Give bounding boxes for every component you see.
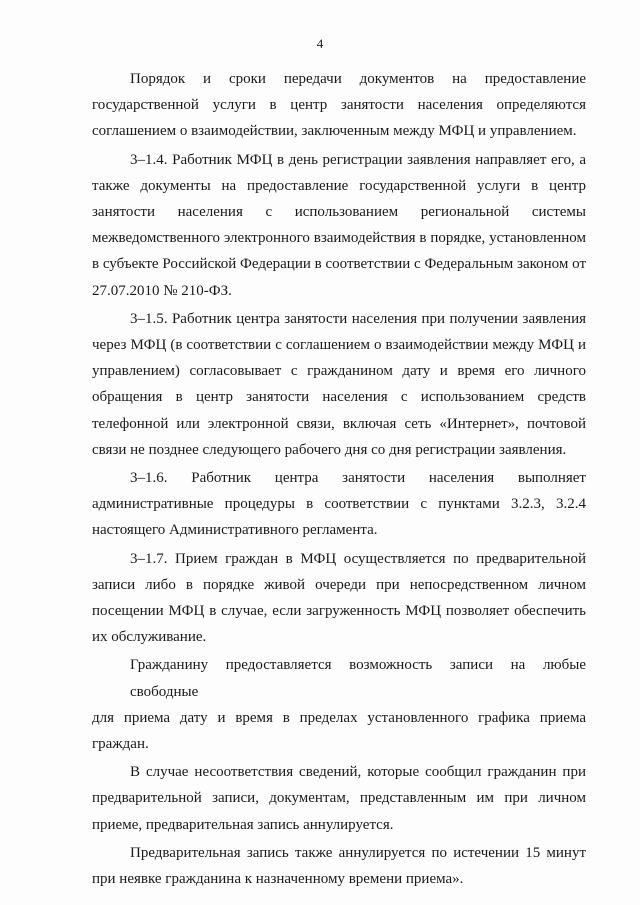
paragraph-line: 3–1.6. Работник центра занятости населения выполняет bbox=[130, 470, 586, 487]
paragraph-line: при неявке гражданина к назначенному времени приема». bbox=[92, 871, 464, 888]
paragraph-line: соглашением о взаимодействии, заключенным между МФЦ и управлением. bbox=[92, 123, 577, 140]
paragraph-line: государственной услуги в центр занятости населения определяются bbox=[92, 97, 586, 114]
paragraph bbox=[92, 840, 586, 892]
paragraph-line: управлением) согласовывает с гражданином дату и время его личного bbox=[92, 363, 586, 380]
paragraph-line: обращения в центр занятости населения с использованием средств bbox=[92, 389, 586, 406]
paragraph-line: 3–1.7. Прием граждан в МФЦ осуществляется по предварительной bbox=[130, 550, 586, 567]
paragraph-line: приеме, предварительная запись аннулируется. bbox=[92, 816, 394, 833]
paragraph-line: для приема дату и время в пределах установленного графика приема bbox=[92, 709, 586, 726]
paragraph-line: административные процедуры в соответствии с пунктами 3.2.3, 3.2.4 bbox=[92, 496, 586, 513]
paragraph bbox=[92, 306, 586, 463]
document-body bbox=[92, 66, 586, 894]
paragraph-line: посещении МФЦ в случае, если загруженность МФЦ позволяет обеспечить bbox=[92, 603, 586, 620]
paragraph bbox=[92, 759, 586, 838]
paragraph bbox=[92, 465, 586, 544]
paragraph bbox=[92, 66, 586, 145]
paragraph-line: связи не позднее следующего рабочего дня со дня регистрации заявления. bbox=[92, 441, 567, 458]
page-number: 4 bbox=[316, 36, 324, 51]
paragraph bbox=[92, 147, 586, 304]
paragraph-line: записи либо в порядке живой очереди при непосредственном личном bbox=[92, 576, 586, 593]
paragraph-line: настоящего Административного регламента. bbox=[92, 522, 378, 539]
paragraph bbox=[92, 652, 586, 757]
paragraph-line: предварительной записи, документам, представленным им при личном bbox=[92, 790, 586, 807]
paragraph-line: через МФЦ (в соответствии с соглашением о взаимодействии между МФЦ и bbox=[92, 337, 586, 354]
paragraph-line: В случае несоответствия сведений, которые сообщил гражданин при bbox=[130, 764, 586, 781]
paragraph-line: также документы на предоставление государственной услуги в центр bbox=[92, 177, 586, 194]
paragraph-line: Гражданину предоставляется возможность записи на любые свободные bbox=[130, 657, 586, 700]
paragraph-line: Порядок и сроки передачи документов на предоставление bbox=[130, 71, 586, 87]
paragraph-line: Предварительная запись также аннулируется по истечении 15 минут bbox=[130, 844, 586, 861]
paragraph-line: телефонной или электронной связи, включая сеть «Интернет», почтовой bbox=[92, 415, 586, 432]
paragraph-line: межведомственного электронного взаимодействия в порядке, установленном bbox=[92, 230, 586, 247]
paragraph-line: 27.07.2010 № 210-ФЗ. bbox=[92, 282, 232, 299]
paragraph-line: 3–1.5. Работник центра занятости населения при получении заявления bbox=[130, 310, 586, 327]
paragraph-line: в субъекте Российской Федерации в соответствии с Федеральным законом от bbox=[92, 256, 586, 273]
paragraph bbox=[92, 546, 586, 651]
paragraph-line: граждан. bbox=[92, 736, 149, 753]
paragraph-line: занятости населения с использованием региональной системы bbox=[92, 204, 586, 221]
paragraph-line: их обслуживание. bbox=[92, 629, 207, 646]
paragraph-line: 3–1.4. Работник МФЦ в день регистрации заявления направляет его, а bbox=[130, 151, 586, 168]
